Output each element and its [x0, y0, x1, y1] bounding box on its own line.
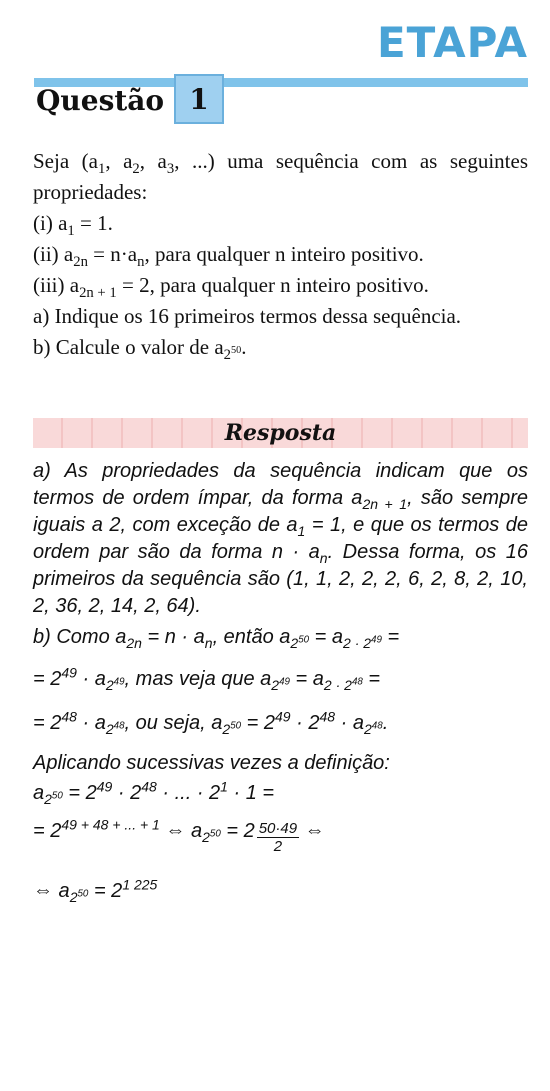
answer-b-line3: = $2^{48} \cdot a_{2^{48}}$, ou seja, $a_{2^{50}} = 2^{49} \cdot 2^{48} \cdot a_{2^{48}}$. — [33, 708, 389, 737]
question-statement — [33, 146, 528, 363]
answer-b-line1: b) Como $a_{2n} = n \cdot a_n$, então $a_{2^{50}} = a_{2 \cdot 2^{49}}$ = — [33, 626, 400, 651]
final-exponent: 1 225 — [122, 876, 158, 893]
answer-b-line4: Aplicando sucessivas vezes a definição: — [33, 752, 390, 774]
answer-sequence: (1, 1, 2, 2, 2, 6, 2, 8, 2, 10, 2, 36, 2, 14, 2, 64) — [33, 568, 528, 617]
question-title: Questão — [36, 84, 165, 117]
brand-logo: ETAPA — [376, 18, 528, 67]
exponent-fraction: $\frac{50\cdot 49}{2}$ — [258, 820, 298, 855]
statement-part-b: b) Calcule o valor de $a_{2^{50}}$. — [33, 335, 247, 364]
question-number-box: 1 — [174, 74, 224, 124]
answer-band — [33, 418, 528, 448]
answer-b-line7: ⇔ $a_{2^{50}} = 2^{1 225}$ — [33, 876, 158, 905]
statement-intro: Seja ($a_1$, $a_2$, $a_3$, ...) uma sequência com as seguintes propriedades: — [33, 149, 528, 204]
statement-item-ii: (ii) $a_{2n} = n\cdot a_n$, para qualquer n inteiro positivo. — [33, 242, 424, 271]
answer-b-line6: = $2^{49 + 48 + ... + 1}$ ⇔ $a_{2^{50}} = 2$ $\frac{50\cdot 49}{2}$ ⇔ — [33, 816, 325, 855]
answer-title: Resposta — [224, 420, 337, 446]
statement-item-i: (i) $a_1 = 1$. — [33, 211, 113, 240]
answer-b-line2: = $2^{49} \cdot a_{2^{49}}$, mas veja que $a_{2^{49}} = a_{2 \cdot 2^{48}}$ = — [33, 664, 381, 693]
answer-part-a: a) As propriedades da sequência indicam que os termos de ordem ímpar, da forma $a_{2n + 1}$, são sempre iguais a 2, com exceção de $a_1 = 1$, e que os termos de ordem par são da forma $n \cdot a_n$. Dessa forma, os 16 primeiros da sequência são (1, 1, 2, 2, 2, 6, 2, 8, 2, 10, 2, 36, 2, 14, 2, 64). — [33, 460, 529, 617]
statement-item-iii: (iii) $a_{2n + 1} = 2$, para qualquer n inteiro positivo. — [33, 273, 429, 302]
answer-b-line5: $a_{2^{50}} = 2^{49} \cdot 2^{48}$ · ... · $2^1 \cdot 1$ = — [33, 778, 275, 807]
statement-part-a: a) Indique os 16 primeiros termos dessa sequência. — [33, 304, 462, 328]
